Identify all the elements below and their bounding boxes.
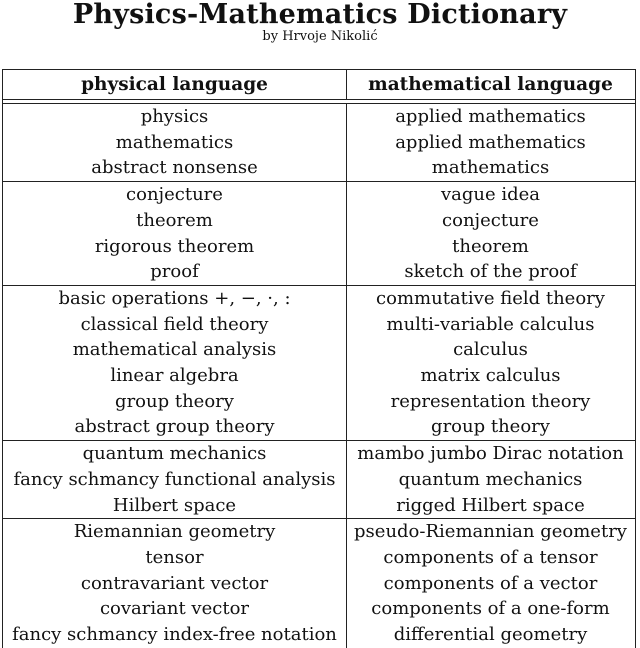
- physical-term: abstract nonsense: [91, 157, 258, 179]
- physical-term: classical field theory: [80, 313, 269, 335]
- mathematical-term: vague idea: [440, 184, 541, 206]
- physical-language-column: [3, 286, 347, 440]
- physical-term: basic operations +, −, ·, :: [58, 287, 291, 309]
- table-group: [3, 286, 635, 441]
- mathematical-term: matrix calculus: [420, 365, 561, 387]
- mathematical-term: quantum mechanics: [398, 468, 583, 490]
- physical-term: theorem: [136, 209, 213, 231]
- mathematical-language-column: [347, 286, 634, 440]
- mathematical-term: components of a vector: [383, 572, 598, 594]
- mathematical-term: applied mathematics: [395, 106, 586, 127]
- mathematical-term: conjecture: [442, 209, 539, 231]
- mathematical-term: representation theory: [390, 390, 591, 412]
- mathematical-term: commutative field theory: [376, 287, 605, 309]
- author-byline: by Hrvoje Nikolić: [262, 29, 378, 44]
- physical-term: Hilbert space: [112, 494, 237, 516]
- table-group: [3, 519, 635, 648]
- mathematical-language-column: [347, 182, 634, 285]
- table-group: [3, 441, 635, 519]
- mathematical-term: components of a one-form: [371, 598, 610, 620]
- mathematical-term: components of a tensor: [383, 546, 598, 568]
- table-body: [3, 104, 635, 648]
- physical-term: linear algebra: [110, 365, 239, 387]
- header-physical-language: physical language: [3, 70, 347, 99]
- physical-term: group theory: [115, 390, 234, 412]
- physical-term: rigorous theorem: [94, 235, 255, 257]
- mathematical-term: rigged Hilbert space: [396, 494, 585, 516]
- mathematical-term: mathematics: [431, 157, 550, 179]
- mathematical-term: theorem: [452, 235, 529, 257]
- physical-term: covariant vector: [99, 598, 250, 620]
- physical-language-column: [3, 441, 347, 518]
- physical-term: conjecture: [126, 184, 223, 206]
- header-mathematical-language: mathematical language: [368, 74, 613, 95]
- table-header-row: [3, 70, 635, 100]
- mathematical-term: calculus: [453, 339, 528, 361]
- physical-language-column: [3, 519, 347, 648]
- mathematical-term: sketch of the proof: [404, 261, 577, 283]
- physical-term: proof: [150, 261, 199, 283]
- mathematical-language-column: [347, 104, 634, 181]
- physical-term: physics: [140, 106, 209, 127]
- physical-term: mathematical analysis: [72, 339, 277, 361]
- physical-term: contravariant vector: [80, 572, 269, 594]
- physical-term: tensor: [145, 546, 204, 568]
- page-title: Physics-Mathematics Dictionary: [72, 0, 568, 30]
- physical-term: mathematics: [115, 131, 234, 153]
- table-group: [3, 104, 635, 182]
- mathematical-term: group theory: [431, 416, 550, 438]
- physical-term: fancy schmancy functional analysis: [13, 468, 336, 490]
- mathematical-term: mambo jumbo Dirac notation: [357, 443, 624, 465]
- dictionary-table: [2, 69, 636, 648]
- mathematical-language-column: [347, 441, 634, 518]
- physical-language-column: [3, 104, 347, 181]
- physical-term: quantum mechanics: [82, 443, 267, 465]
- mathematical-term: multi-variable calculus: [386, 313, 595, 335]
- mathematical-term: pseudo-Riemannian geometry: [354, 521, 627, 543]
- table-group: [3, 182, 635, 286]
- physical-term: abstract group theory: [74, 416, 275, 438]
- mathematical-term: applied mathematics: [395, 131, 586, 153]
- mathematical-term: differential geometry: [393, 624, 588, 646]
- physical-language-column: [3, 182, 347, 285]
- physical-term: Riemannian geometry: [73, 521, 276, 543]
- mathematical-language-column: [347, 519, 634, 648]
- physical-term: fancy schmancy index-free notation: [12, 624, 337, 646]
